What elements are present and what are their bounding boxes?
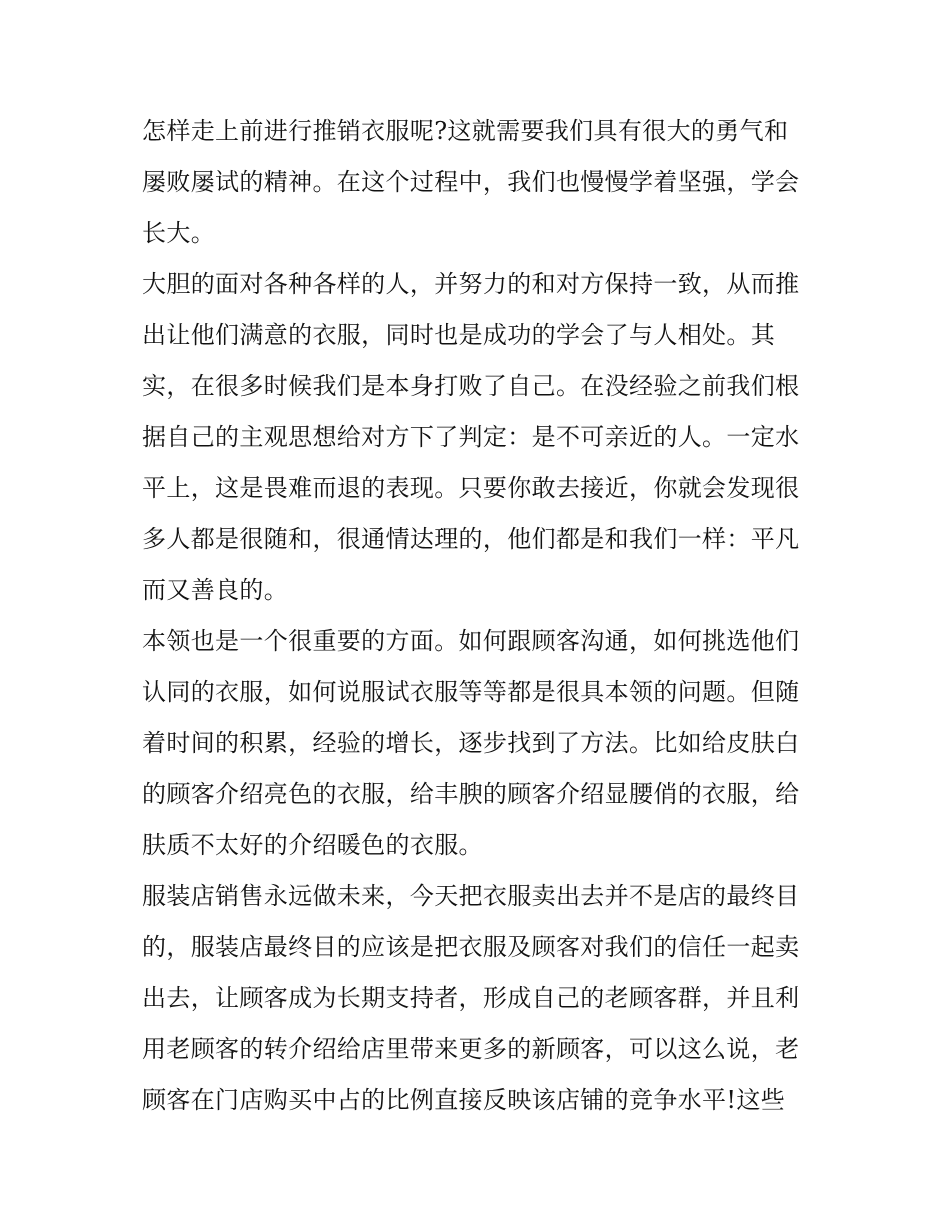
paragraph-line: 的顾客介绍亮色的衣服，给丰腴的顾客介绍显腰俏的衣服，给 [142, 780, 800, 808]
paragraph-line: 本领也是一个很重要的方面。如何跟顾客沟通，如何挑选他们 [142, 627, 800, 655]
paragraph-line: 认同的衣服，如何说服试衣服等等都是很具本领的问题。但随 [142, 678, 800, 706]
paragraph-line: 出去，让顾客成为长期支持者，形成自己的老顾客群，并且利 [142, 984, 800, 1012]
paragraph-line: 服装店销售永远做未来，今天把衣服卖出去并不是店的最终目 [142, 882, 800, 910]
paragraph-line: 屡败屡试的精神。在这个过程中，我们也慢慢学着坚强，学会 [142, 168, 800, 196]
paragraph-line: 用老顾客的转介绍给店里带来更多的新顾客，可以这么说，老 [142, 1035, 800, 1063]
paragraph-1 [142, 106, 812, 259]
paragraph-line: 大胆的面对各种各样的人，并努力的和对方保持一致，从而推 [142, 270, 800, 298]
paragraph-line: 出让他们满意的衣服，同时也是成功的学会了与人相处。其 [142, 321, 776, 349]
paragraph-line: 据自己的主观思想给对方下了判定：是不可亲近的人。一定水 [142, 423, 800, 451]
paragraph-line: 顾客在门店购买中占的比例直接反映该店铺的竞争水平!这些 [142, 1086, 786, 1114]
paragraph-2 [142, 259, 812, 616]
paragraph-4 [142, 871, 812, 1126]
paragraph-line: 长大。 [142, 219, 216, 247]
paragraph-line: 实，在很多时候我们是本身打败了自己。在没经验之前我们根 [142, 372, 800, 400]
paragraph-line: 多人都是很随和，很通情达理的，他们都是和我们一样：平凡 [142, 525, 800, 553]
paragraph-3 [142, 616, 812, 871]
paragraph-line: 着时间的积累，经验的增长，逐步找到了方法。比如给皮肤白 [142, 729, 800, 757]
paragraph-line: 而又善良的。 [142, 576, 289, 604]
paragraph-line: 的，服装店最终目的应该是把衣服及顾客对我们的信任一起卖 [142, 933, 800, 961]
paragraph-line: 平上，这是畏难而退的表现。只要你敢去接近，你就会发现很 [142, 474, 800, 502]
paragraph-line: 怎样走上前进行推销衣服呢?这就需要我们具有很大的勇气和 [142, 117, 789, 145]
document-body [142, 106, 812, 1126]
paragraph-line: 肤质不太好的介绍暖色的衣服。 [142, 831, 483, 859]
